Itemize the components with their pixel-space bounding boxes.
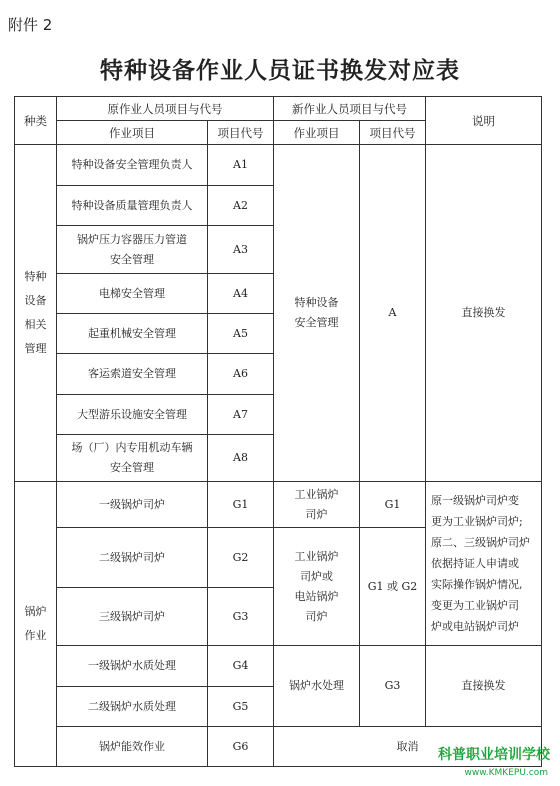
original-code: A5: [208, 314, 274, 354]
original-item: 特种设备质量管理负责人: [57, 186, 208, 226]
header-original-item: 作业项目: [57, 121, 208, 145]
new-item: 工业锅炉 司炉或 电站锅炉 司炉: [274, 528, 360, 646]
original-item: 锅炉压力容器压力管道 安全管理: [57, 226, 208, 274]
original-code: A7: [208, 395, 274, 435]
new-code: G1: [360, 482, 426, 528]
original-code: A3: [208, 226, 274, 274]
new-item: 工业锅炉 司炉: [274, 482, 360, 528]
original-code: A8: [208, 435, 274, 482]
header-new-code: 项目代号: [360, 121, 426, 145]
table-row: [15, 646, 542, 687]
original-item: 锅炉能效作业: [57, 727, 208, 767]
original-code: A2: [208, 186, 274, 226]
cancel-cell: 取消: [274, 727, 542, 767]
category-cell: 特种 设备 相关 管理: [15, 145, 57, 482]
note-cell: 直接换发: [426, 646, 542, 727]
original-item: 三级锅炉司炉: [57, 588, 208, 646]
header-new-group: 新作业人员项目与代号: [274, 97, 426, 121]
original-code: G5: [208, 687, 274, 727]
note-cell: 直接换发: [426, 145, 542, 482]
certificate-mapping-table: [14, 96, 542, 767]
new-item: 锅炉水处理: [274, 646, 360, 727]
header-note: 说明: [426, 97, 542, 145]
original-code: A1: [208, 145, 274, 186]
header-category: 种类: [15, 97, 57, 145]
original-item: 客运索道安全管理: [57, 354, 208, 395]
original-code: G4: [208, 646, 274, 687]
new-code: G3: [360, 646, 426, 727]
original-item: 二级锅炉司炉: [57, 528, 208, 588]
original-code: G6: [208, 727, 274, 767]
original-item: 场（厂）内专用机动车辆 安全管理: [57, 435, 208, 482]
watermark-name: 科普职业培训学校: [438, 747, 550, 763]
original-item: 起重机械安全管理: [57, 314, 208, 354]
original-code: A6: [208, 354, 274, 395]
original-code: G3: [208, 588, 274, 646]
new-item: 特种设备 安全管理: [274, 145, 360, 482]
category-cell: 锅炉 作业: [15, 482, 57, 767]
original-code: G2: [208, 528, 274, 588]
original-item: 一级锅炉司炉: [57, 482, 208, 528]
original-item: 电梯安全管理: [57, 274, 208, 314]
page-title: 特种设备作业人员证书换发对应表: [100, 57, 460, 84]
original-item: 二级锅炉水质处理: [57, 687, 208, 727]
header-original-code: 项目代号: [208, 121, 274, 145]
original-code: A4: [208, 274, 274, 314]
header-original-group: 原作业人员项目与代号: [57, 97, 274, 121]
attachment-label: 附件 2: [8, 16, 53, 34]
original-code: G1: [208, 482, 274, 528]
new-code: A: [360, 145, 426, 482]
header-new-item: 作业项目: [274, 121, 360, 145]
original-item: 一级锅炉水质处理: [57, 646, 208, 687]
original-item: 大型游乐设施安全管理: [57, 395, 208, 435]
table-row: [15, 145, 542, 186]
table-row: [15, 482, 542, 528]
original-item: 特种设备安全管理负责人: [57, 145, 208, 186]
watermark-url: www.KMKEPU.com: [464, 768, 548, 778]
new-code: G1 或 G2: [360, 528, 426, 646]
note-cell: 原一级锅炉司炉变 更为工业锅炉司炉; 原二、三级锅炉司炉 依据持证人申请或 实际操作锅炉情况, 变更为工业锅炉司 炉或电站锅炉司炉: [426, 482, 542, 646]
